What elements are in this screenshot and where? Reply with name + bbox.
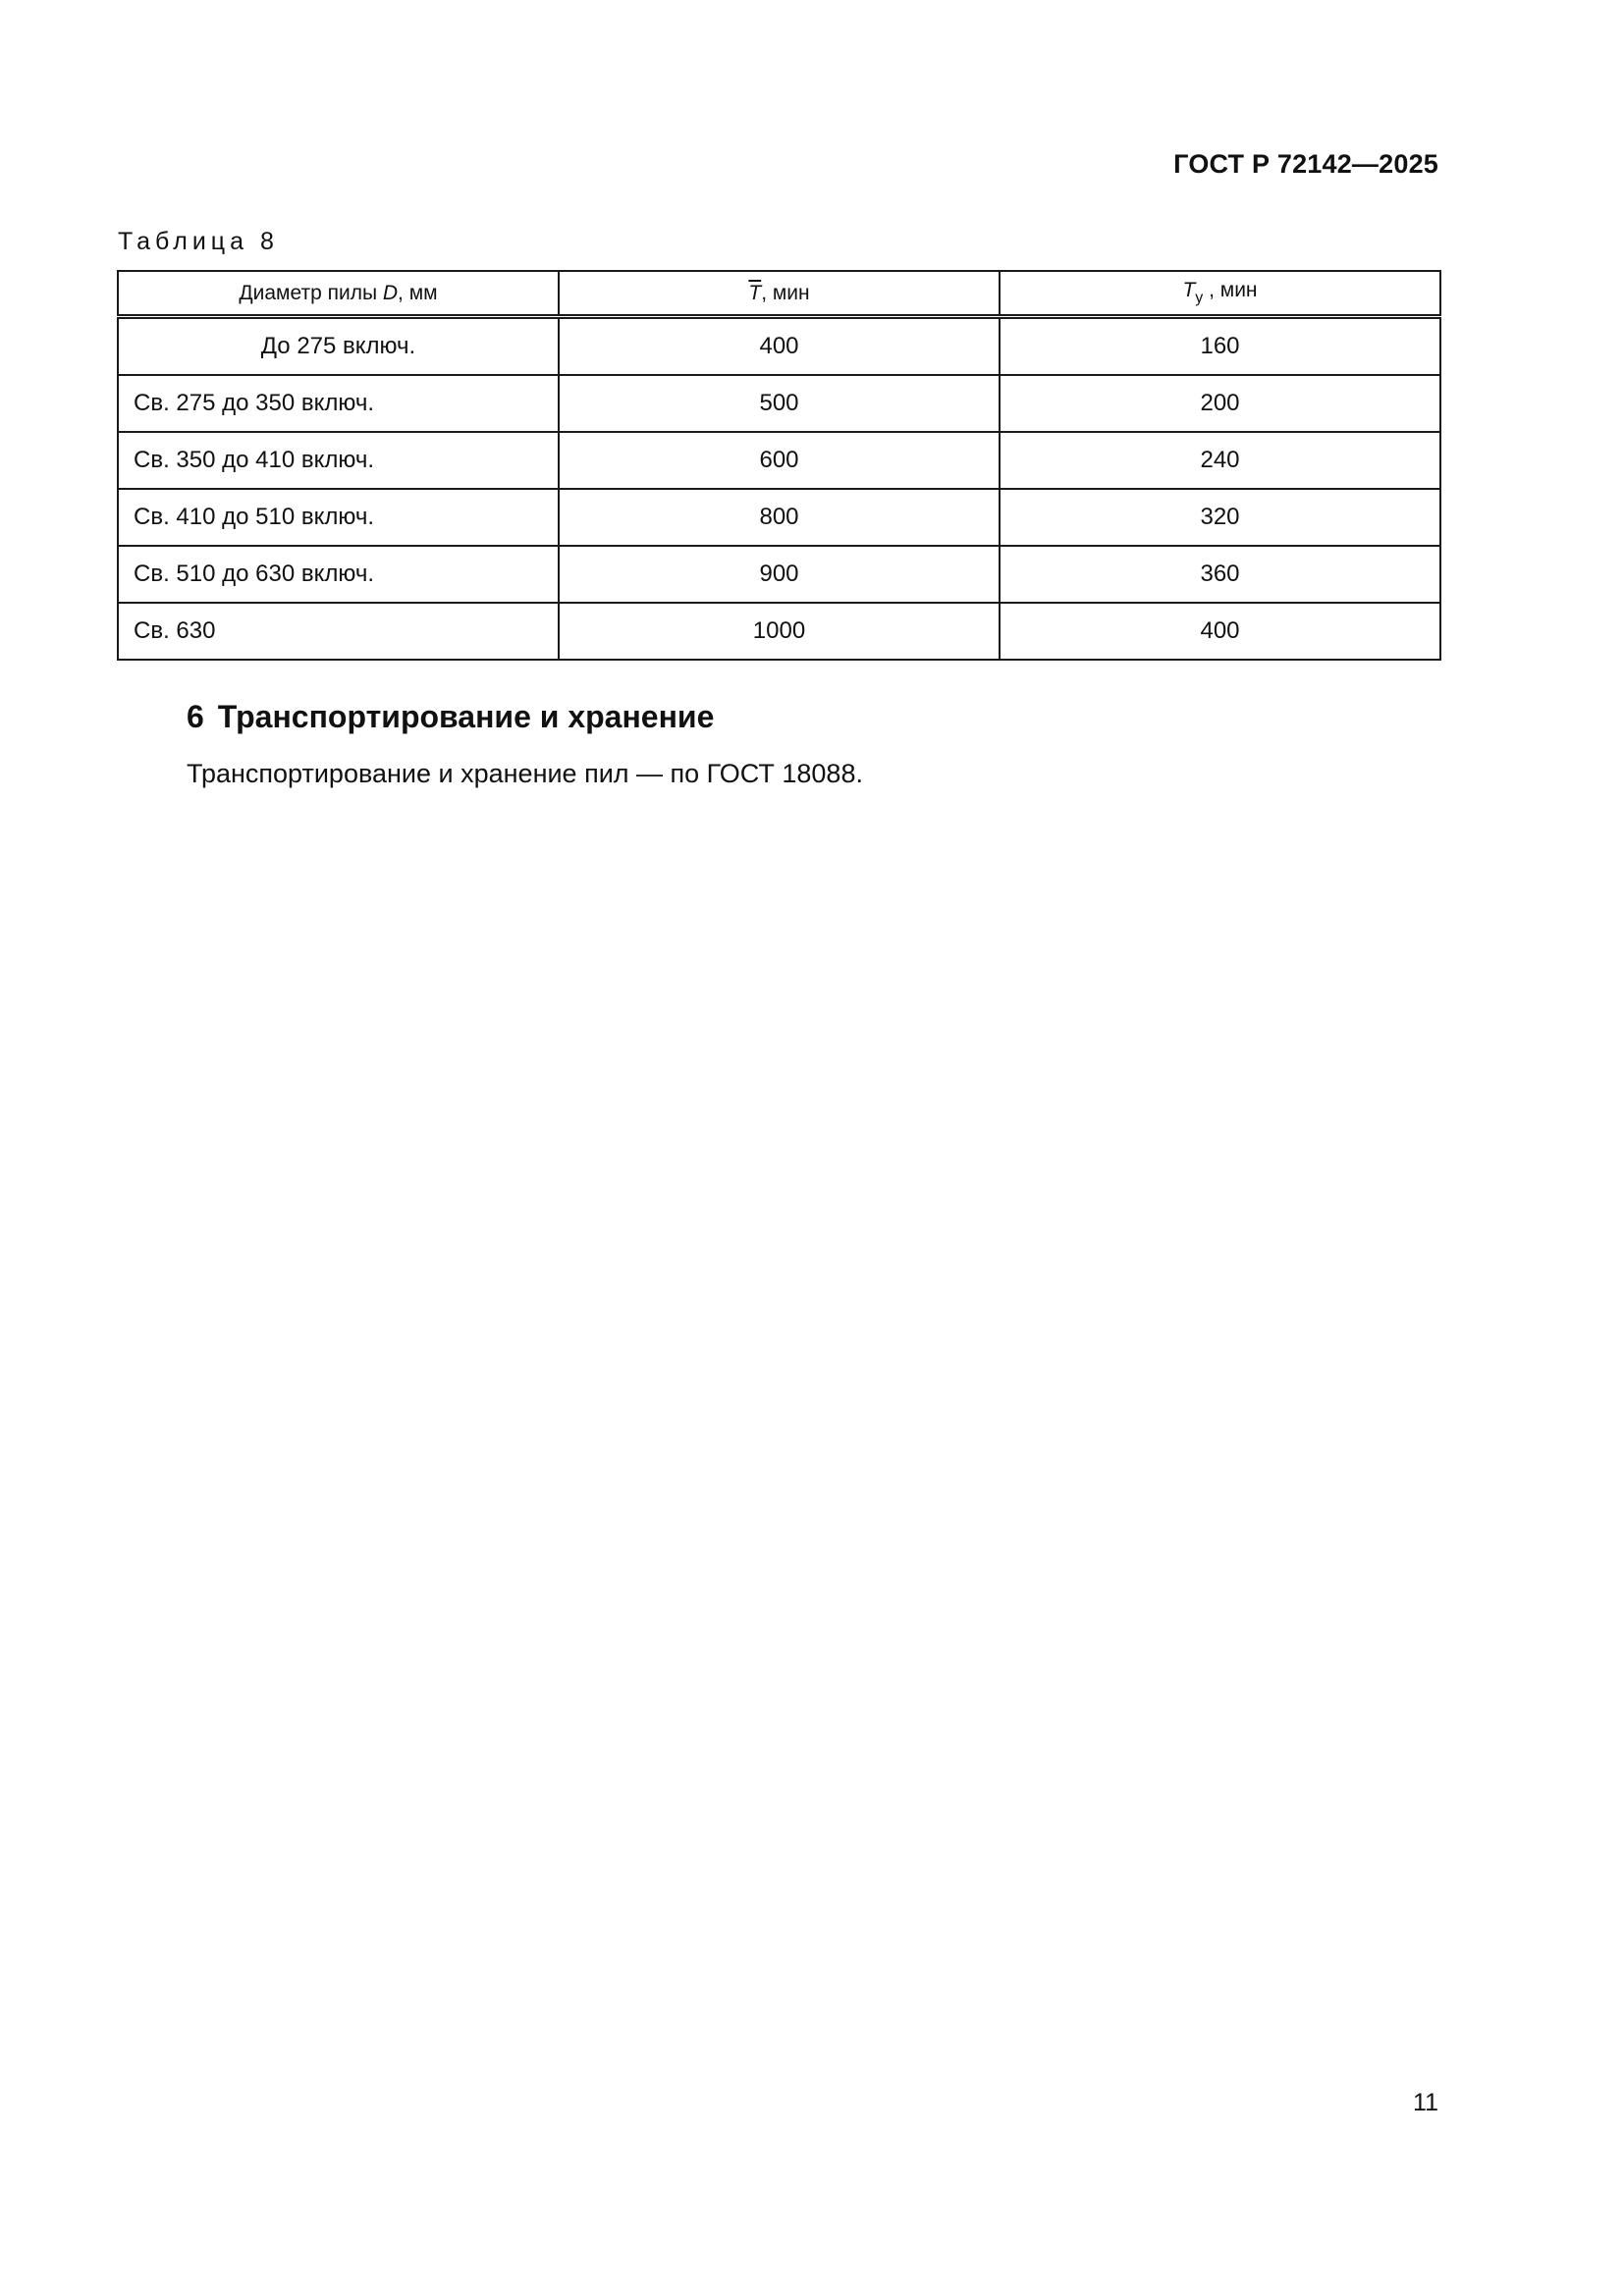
header-diameter: Диаметр пилы D, мм: [118, 271, 559, 317]
cell-mean-durability: 400: [559, 317, 1000, 376]
section-number: 6: [187, 699, 204, 734]
cell-diameter: До 275 включ.: [118, 317, 559, 376]
cell-mean-durability: 900: [559, 546, 1000, 603]
table-caption: Таблица 8: [118, 228, 279, 255]
cell-mean-durability: 600: [559, 432, 1000, 489]
cell-durability-y: 400: [1000, 603, 1440, 660]
table-row: [118, 489, 1440, 546]
document-code: ГОСТ Р 72142—2025: [1173, 149, 1438, 179]
cell-durability-y: 320: [1000, 489, 1440, 546]
cell-durability-y: 200: [1000, 375, 1440, 432]
cell-diameter: Св. 510 до 630 включ.: [118, 546, 559, 603]
table-row: [118, 432, 1440, 489]
cell-mean-durability: 500: [559, 375, 1000, 432]
header-mean-durability: $\overline{T}$, мин: [559, 271, 1000, 317]
cell-diameter: Св. 350 до 410 включ.: [118, 432, 559, 489]
cell-mean-durability: 1000: [559, 603, 1000, 660]
saw-durability-table: [117, 270, 1441, 661]
section-title: Транспортирование и хранение: [217, 699, 715, 734]
section-heading: [187, 699, 714, 735]
table-row: [118, 375, 1440, 432]
section-body-text: Транспортирование и хранение пил — по ГОСТ 18088.: [187, 759, 863, 788]
table-header-row: [118, 271, 1440, 317]
cell-diameter: Св. 275 до 350 включ.: [118, 375, 559, 432]
table-row: [118, 603, 1440, 660]
header-durability-y: $T_у$ , мин: [1000, 271, 1440, 317]
cell-durability-y: 240: [1000, 432, 1440, 489]
cell-diameter: Св. 630: [118, 603, 559, 660]
cell-durability-y: 160: [1000, 317, 1440, 376]
table-row: [118, 317, 1440, 376]
cell-diameter: Св. 410 до 510 включ.: [118, 489, 559, 546]
table-row: [118, 546, 1440, 603]
page-number: 11: [1413, 2089, 1438, 2116]
cell-mean-durability: 800: [559, 489, 1000, 546]
cell-durability-y: 360: [1000, 546, 1440, 603]
